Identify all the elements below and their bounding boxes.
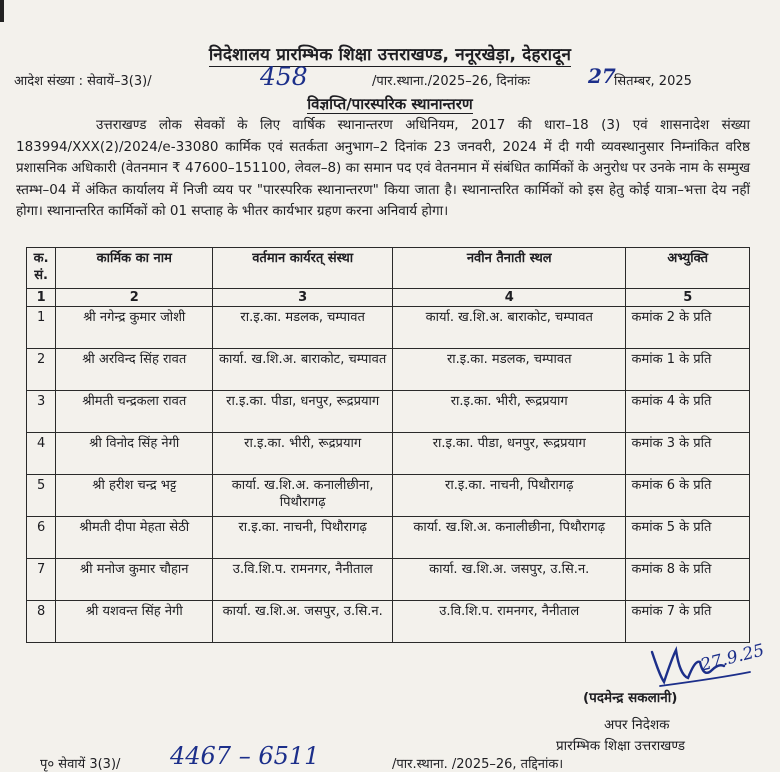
new-posting-cell: उ.वि.शि.प. रामनगर, नैनीताल	[392, 601, 626, 643]
name-cell: श्री नगेन्द्र कुमार जोशी	[56, 307, 213, 349]
directorate-heading	[0, 42, 780, 65]
column-number: 5	[626, 289, 750, 307]
current-institution-cell: रा.इ.का. नाचनी, पिथौरागढ़	[213, 517, 393, 559]
new-posting-cell: कार्या. ख.शि.अ. जसपुर, उ.सि.न.	[392, 559, 626, 601]
serial-cell: 2	[27, 349, 56, 391]
transfer-table-header	[27, 248, 750, 289]
current-institution-cell: कार्या. ख.शि.अ. जसपुर, उ.सि.न.	[213, 601, 393, 643]
endorsement-prefix: पृ० सेवायें 3(3)/	[40, 757, 121, 772]
current-institution-cell: कार्या. ख.शि.अ. कनालीछीना, पिथौरागढ़	[213, 475, 393, 517]
serial-cell: 8	[27, 601, 56, 643]
new-posting-cell: रा.इ.का. नाचनी, पिथौरागढ़	[392, 475, 626, 517]
column-number: 3	[213, 289, 393, 307]
notice-title-text: विज्ञप्ति/पारस्परिक स्थानान्तरण	[307, 95, 473, 113]
current-institution-cell: उ.वि.शि.प. रामनगर, नैनीताल	[213, 559, 393, 601]
header-remarks: अभ्युक्ति	[626, 248, 750, 289]
column-number: 1	[27, 289, 56, 307]
header-current-institution: वर्तमान कार्यरत् संस्था	[213, 248, 393, 289]
name-cell: श्री अरविन्द सिंह रावत	[56, 349, 213, 391]
serial-cell: 5	[27, 475, 56, 517]
name-cell: श्रीमती चन्द्रकला रावत	[56, 391, 213, 433]
serial-cell: 4	[27, 433, 56, 475]
directorate-heading-text: निदेशालय प्रारम्भिक शिक्षा उत्तराखण्ड, ननूरखेड़ा, देहरादून	[208, 45, 572, 65]
remark-cell: कमांक 6 के प्रति	[626, 475, 750, 517]
remark-cell: कमांक 4 के प्रति	[626, 391, 750, 433]
order-middle: /पार.स्थाना./2025–26, दिनांकः	[372, 74, 530, 89]
name-cell: श्री यशवन्त सिंह नेगी	[56, 601, 213, 643]
new-posting-cell: रा.इ.का. पीडा, धनपुर, रूद्रप्रयाग	[392, 433, 626, 475]
handwritten-signature-date: 27.9.25	[698, 640, 767, 676]
handwritten-order-number: 458	[260, 62, 308, 91]
new-posting-cell: कार्या. ख.शि.अ. कनालीछीना, पिथौरागढ़	[392, 517, 626, 559]
remark-cell: कमांक 2 के प्रति	[626, 307, 750, 349]
current-institution-cell: रा.इ.का. मडलक, चम्पावत	[213, 307, 393, 349]
current-institution-cell: रा.इ.का. पीडा, धनपुर, रूद्रप्रयाग	[213, 391, 393, 433]
column-number-row	[27, 289, 750, 307]
header-serial: क. सं.	[27, 248, 56, 289]
header-name: कार्मिक का नाम	[56, 248, 213, 289]
new-posting-cell: रा.इ.का. भीरी, रूद्रप्रयाग	[392, 391, 626, 433]
scan-edge-mark	[0, 0, 4, 22]
name-cell: श्री हरीश चन्द्र भट्ट	[56, 475, 213, 517]
table-row	[27, 475, 750, 517]
transfer-table-body	[27, 289, 750, 643]
table-row	[27, 433, 750, 475]
table-row	[27, 307, 750, 349]
remark-cell: कमांक 8 के प्रति	[626, 559, 750, 601]
name-cell: श्री विनोद सिंह नेगी	[56, 433, 213, 475]
current-institution-cell: रा.इ.का. भीरी, रूद्रप्रयाग	[213, 433, 393, 475]
remark-cell: कमांक 1 के प्रति	[626, 349, 750, 391]
current-institution-cell: कार्या. ख.शि.अ. बाराकोट, चम्पावत	[213, 349, 393, 391]
handwritten-order-day: 27	[588, 64, 616, 88]
name-cell: श्री मनोज कुमार चौहान	[56, 559, 213, 601]
serial-cell: 7	[27, 559, 56, 601]
order-prefix: आदेश संख्या : सेवायें–3(3)/	[14, 74, 152, 89]
table-row	[27, 559, 750, 601]
serial-cell: 3	[27, 391, 56, 433]
header-new-posting: नवीन तैनाती स्थल	[392, 248, 626, 289]
signatory-name: (पदमेन्द्र सकलानी)	[583, 690, 678, 706]
column-number: 4	[392, 289, 626, 307]
notice-title	[0, 94, 780, 114]
remark-cell: कमांक 3 के प्रति	[626, 433, 750, 475]
new-posting-cell: रा.इ.का. मडलक, चम्पावत	[392, 349, 626, 391]
table-row	[27, 349, 750, 391]
order-number-line	[14, 62, 774, 92]
endorsement-suffix: /पार.स्थाना. /2025–26, तद्दिनांक।	[392, 757, 564, 772]
table-row	[27, 391, 750, 433]
serial-cell: 6	[27, 517, 56, 559]
handwritten-endorsement-number: 4467 – 6511	[170, 742, 320, 770]
signatory-department: प्रारम्भिक शिक्षा उत्तराखण्ड	[556, 738, 685, 754]
serial-cell: 1	[27, 307, 56, 349]
remark-cell: कमांक 5 के प्रति	[626, 517, 750, 559]
column-number: 2	[56, 289, 213, 307]
name-cell: श्रीमती दीपा मेहता सेठी	[56, 517, 213, 559]
order-suffix: सितम्बर, 2025	[614, 74, 692, 89]
table-row	[27, 517, 750, 559]
transfer-table	[26, 247, 750, 643]
new-posting-cell: कार्या. ख.शि.अ. बाराकोट, चम्पावत	[392, 307, 626, 349]
signatory-designation: अपर निदेशक	[604, 717, 670, 733]
notice-body: उत्तराखण्ड लोक सेवकों के लिए वार्षिक स्थानान्तरण अधिनियम, 2017 की धारा–18 (3) एवं शासनादेश संख्या 183994/XXX(2)/2024/e-33080 कार्मिक एवं सतर्कता अनुभाग–2 दिनांक 23 जनवरी, 2024 में दी गयी व्यवस्थानुसार निम्नांकित वरिष्ठ प्रशासनिक अधिकारी (वेतनमान ₹ 47600–151100, लेवल–8) का समान पद एवं वेतनमान में संबंधित कार्मिकों के अनुरोध पर उनके नाम के सम्मुख स्तम्भ–04 में अंकित कार्यालय में निजी व्यय पर "पारस्परिक स्थानान्तरण" किया जाता है। स्थानान्तरित कार्मिकों को इस हेतु कोई यात्रा–भत्ता देय नहीं होगा। स्थानान्तरित कार्मिकों को 01 सप्ताह के भीतर कार्यभार ग्रहण करना अनिवार्य होगा।	[16, 117, 750, 220]
remark-cell: कमांक 7 के प्रति	[626, 601, 750, 643]
